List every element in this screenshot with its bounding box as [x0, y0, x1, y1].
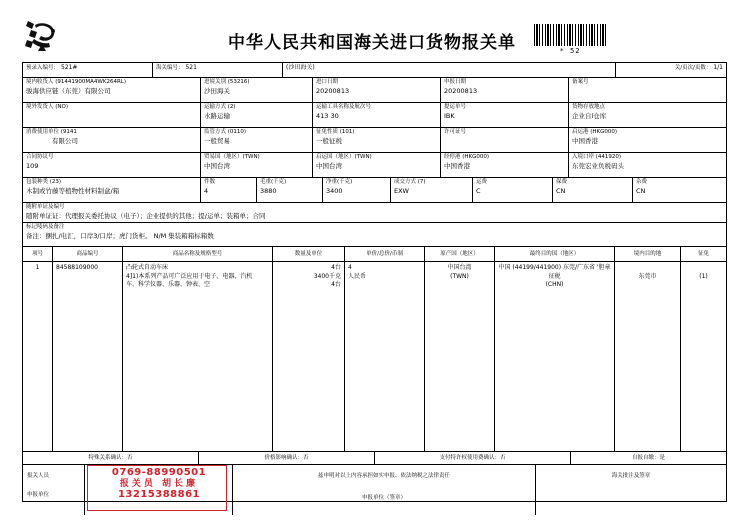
royalty-payment-value: 否	[500, 454, 506, 461]
cell-final-dest-2: (CHN)	[545, 281, 564, 289]
cell-goods-name-2: 4]1)本系列产品可广泛应用于电子、电器、汽机	[126, 272, 253, 280]
col-item-no: 项号	[31, 250, 43, 257]
import-date-label: 进口日期	[316, 79, 339, 85]
misc-fee-label: 杂费	[636, 179, 648, 185]
trade-terms-label: 成交方式 (7)	[394, 179, 426, 185]
col-goods-name: 商品名称及规格型号	[172, 250, 223, 257]
trade-country-value: 中国台湾	[204, 161, 230, 170]
gross-weight-label: 毛重(千克)	[260, 179, 287, 185]
supervision-mode-value: 一般贸易	[204, 136, 230, 145]
col-domestic-dest: 境内目的地	[633, 250, 662, 257]
form-row-contract	[23, 153, 726, 178]
goods-table-header	[23, 247, 726, 262]
cell-qty-2: 3400千克	[313, 272, 341, 280]
col-hs-code: 商品编号	[76, 250, 99, 257]
transport-mode-value: 水路运输	[204, 111, 230, 120]
self-declare-label: 自报自缴：	[631, 454, 660, 461]
page-count-value: 1/1	[713, 64, 723, 71]
declare-unit-sign-label: 申报单位（签章）	[361, 495, 406, 501]
cell-price-1: 4	[348, 264, 352, 271]
vessel-voyage-value: 413 30	[316, 111, 339, 120]
marks-remarks-value: 备注：捆扎/电汇，口岸3/口岸；虎门货柜。 N/M 集装箱箱标箱数	[26, 231, 214, 240]
package-count-label: 件数	[204, 179, 216, 185]
trade-country-label: 贸易国（地区）(TWN)	[204, 154, 260, 160]
consumer-unit-label: 消费使用单位 (9141	[26, 129, 77, 135]
signature-block	[23, 465, 726, 515]
form-row-consignee	[23, 78, 726, 103]
insurance-label: 保费	[556, 179, 568, 185]
cell-qty-3: 4台	[331, 281, 341, 289]
royalty-payment-label: 支付特许权使用费确认：	[439, 454, 500, 461]
trade-terms-value: EXW	[394, 186, 409, 195]
col-final-dest: 最终目的国（地区）	[529, 250, 580, 257]
misc-fee-value: CN	[636, 186, 646, 195]
cell-origin-2: (TWN)	[450, 272, 469, 280]
cell-hs-code: 84588109000	[56, 264, 98, 271]
contract-no-value: 109	[26, 161, 39, 170]
package-type-label: 包装种类 (23)	[26, 179, 62, 185]
price-influence-label: 价格影响确认：	[264, 454, 303, 461]
cell-price-3: 人民币	[348, 272, 367, 280]
entry-port-label: 进境关别 (53216)	[204, 79, 250, 85]
import-date-value: 20200813	[316, 86, 350, 95]
declaration-form	[22, 62, 727, 502]
declare-date-value: 20200813	[444, 86, 478, 95]
cell-qty-1: 4台	[331, 264, 341, 271]
form-row-consumer	[23, 128, 726, 153]
legal-note	[233, 465, 536, 515]
form-row-packing	[23, 178, 726, 203]
legal-note-text: 兹申明对以上内容承担如实申报、依法纳税之法律责任	[317, 473, 450, 479]
customs-endorsement	[536, 465, 726, 515]
pre-entry-no-value: 521#	[60, 64, 78, 71]
cell-goods-name-3: 车、科学仪器、乐器、钟表、空	[126, 281, 211, 289]
confirmation-row	[23, 452, 726, 465]
col-exemption: 征免	[697, 250, 709, 257]
form-row-attached-docs	[23, 203, 726, 223]
contract-no-label: 合同协议号	[26, 154, 54, 160]
customs-endorsement-label: 海关批注及签章	[611, 473, 651, 479]
goods-table-body	[23, 262, 726, 452]
col-price: 单价/总价/币制	[366, 250, 403, 257]
levy-nature-label: 征免性质 (101)	[316, 129, 355, 135]
marks-remarks-label: 标记唛码及备注	[26, 224, 65, 230]
declarer-label: 报关人员	[27, 473, 50, 479]
cell-goods-name-1: 凸轮式自动车床	[126, 264, 169, 271]
transport-mode-label: 运输方式 (2)	[204, 104, 236, 110]
form-row-shipper	[23, 103, 726, 128]
declare-unit-label: 申报单位	[27, 491, 50, 498]
pre-entry-no-label: 预录入编号：	[26, 65, 60, 71]
consumer-unit-value: 有限公司	[26, 136, 78, 145]
declare-date-label: 申报日期	[444, 79, 467, 85]
bill-no-value: IBK	[444, 111, 455, 120]
cell-origin-1: 中国台湾	[447, 264, 472, 271]
document-header	[22, 14, 732, 58]
cell-domestic-dest: 东莞市	[638, 273, 657, 280]
page-title: 中华人民共和国海关进口货物报关单	[228, 33, 516, 53]
vessel-voyage-label: 运输工具名称及航次号	[316, 104, 372, 110]
cell-item-no: 1	[35, 264, 40, 271]
self-declare-value: 是	[659, 454, 666, 461]
barcode-image	[534, 24, 606, 46]
departure-port-value: 中国香港	[572, 136, 598, 145]
consignee-label: 境内收货人 (91441900MA4WK264RL)	[26, 79, 126, 85]
departure-port-label: 启运港 (HKG000)	[572, 129, 618, 135]
consignee-value: 骏海供应链（东莞）有限公司	[26, 86, 111, 95]
package-type-value: 木制或竹藤等植物性材料制盒/箱	[26, 186, 120, 195]
supervision-mode-label: 监管方式 (0110)	[204, 129, 247, 135]
cell-exemption: (1)	[699, 273, 708, 280]
col-origin: 原产国（地区）	[440, 250, 479, 257]
col-qty-unit: 数量及单位	[294, 250, 323, 257]
attached-docs-label: 随附单证及编号	[26, 204, 65, 210]
declarer-stamp	[85, 465, 233, 515]
record-no-label: 备案号	[572, 79, 589, 85]
bill-no-label: 提运单号	[444, 104, 467, 110]
attached-docs-value: 随附单证证：代理报关委托协议（电子）；企业提供的其他；提/运单；装箱单；合同	[26, 211, 266, 220]
insurance-value: CN	[556, 186, 566, 195]
form-row-marks-remarks	[23, 223, 726, 247]
barcode	[534, 24, 606, 55]
form-row-identifiers	[23, 63, 726, 78]
transit-port-label: 经停港 (HKG000)	[444, 154, 490, 160]
customs-no-value: 521	[185, 64, 197, 71]
shipper-label: 境外发货人 (NO)	[26, 104, 68, 110]
barcode-text: * 52	[559, 47, 581, 55]
customs-office-value: (沙田海关)	[286, 64, 315, 71]
freight-value: C	[476, 186, 481, 195]
license-no-label: 许可证号	[444, 129, 467, 135]
package-count-value: 4	[204, 186, 209, 195]
special-relation-label: 特殊关系确认：	[88, 454, 127, 461]
stamp-phone: 0769-88990501	[111, 467, 207, 478]
entry-port-value: 沙田海关	[204, 86, 230, 95]
customs-emblem-icon	[22, 18, 62, 54]
freight-label: 运费	[476, 179, 488, 185]
stamp-mobile: 13215388861	[117, 488, 201, 500]
departure-country-label: 启运国（地区）(TWN)	[316, 154, 372, 160]
entry-border-label: 入境口岸 (441920)	[572, 154, 622, 160]
transit-port-value: 中国香港	[444, 161, 470, 170]
levy-nature-value: 一般征税	[316, 136, 342, 145]
goods-location-label: 货物存放地点	[572, 104, 606, 110]
departure-country-value: 中国台湾	[316, 161, 342, 170]
customs-no-label: 海关编号：	[156, 65, 184, 71]
gross-weight-value: 3880	[260, 186, 277, 195]
net-weight-value: 3400	[326, 186, 343, 195]
price-influence-value: 否	[303, 454, 309, 461]
goods-location-value: 企业自í仓库	[572, 111, 607, 120]
page-count-label: 关/页次/页数：	[674, 65, 712, 71]
cell-final-dest-1: 中国 (44199/441900) 东莞/广东省 '胆章征税	[498, 264, 611, 280]
entry-border-value: 东莞宏业负税码头	[572, 161, 624, 170]
special-relation-value: 否	[127, 454, 133, 461]
net-weight-label: 净重(千克)	[326, 179, 353, 185]
stamp-name: 报关员 胡长廉	[119, 478, 199, 489]
